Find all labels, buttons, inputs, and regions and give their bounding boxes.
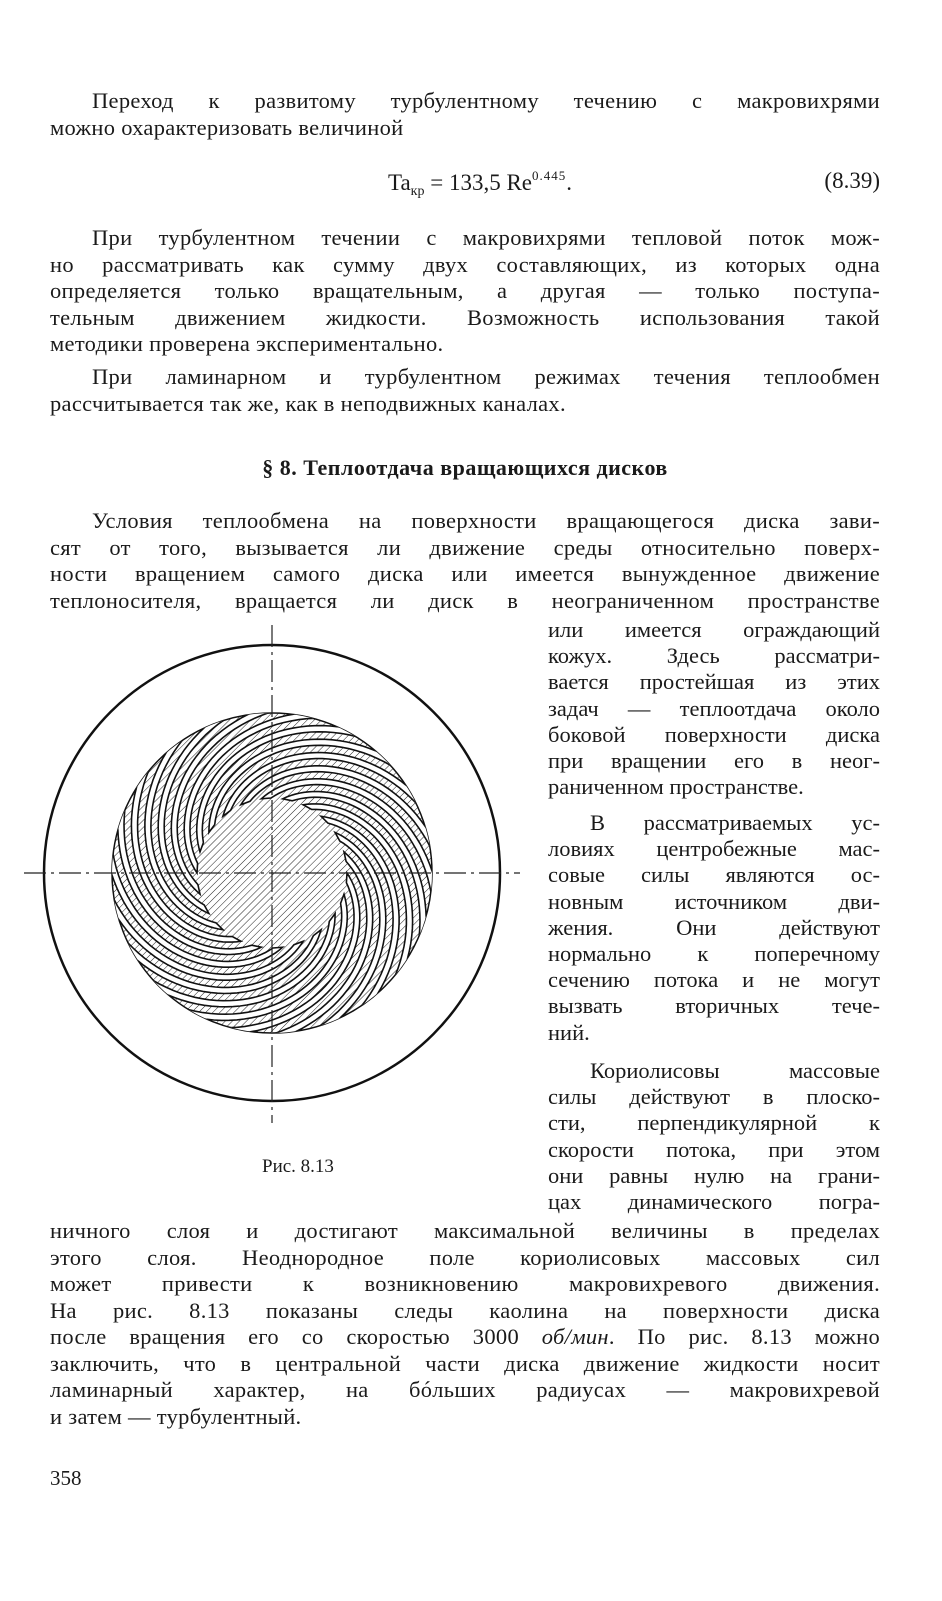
figure-caption: Рис. 8.13 — [262, 1156, 334, 1177]
section-heading: § 8. Теплоотдача вращающихся дисков — [262, 455, 668, 480]
text-line: ламинарный характер, на бóльших радиусах — макровихревой — [50, 1377, 880, 1402]
text-line: При турбулентном течении с макровихрями тепловой поток мож- — [92, 225, 880, 250]
text-line: вается простейшая из этих — [548, 669, 880, 695]
text-line: сечению потока и не могут — [548, 967, 880, 993]
paragraph-laminar — [50, 364, 880, 417]
formula-8-39 — [50, 168, 880, 198]
text-line: задач — теплоотдача около — [548, 695, 880, 721]
text-line: теплоносителя, вращается ли диск в неограниченном пространстве — [50, 587, 880, 613]
text-line: кожух. Здесь рассматри- — [548, 643, 880, 669]
figure-8-13-disk-drawing — [22, 623, 522, 1128]
page-number: 358 — [50, 1466, 82, 1490]
text-line: рассчитывается так же, как в неподвижных каналах. — [50, 390, 566, 416]
text-line: При ламинарном и турбулентном режимах течения теплообмен — [92, 364, 880, 389]
text-line: и затем — турбулентный. — [50, 1403, 302, 1429]
text-line: цах динамического погра- — [548, 1189, 880, 1215]
paragraph-intro — [50, 88, 880, 141]
text-line: можно охарактеризовать величиной — [50, 114, 404, 140]
text-line: ловиях центробежные мас- — [548, 836, 880, 862]
text-line: Кориолисовы массовые — [590, 1058, 880, 1083]
text-line: но рассматривать как сумму двух составляющих, из которых одна — [50, 251, 880, 277]
text-line: этого слоя. Неоднородное поле кориолисовых массовых сил — [50, 1244, 880, 1270]
text-line: На рис. 8.13 показаны следы каолина на поверхности диска — [50, 1297, 880, 1323]
text-line: силы действуют в плоско- — [548, 1084, 880, 1110]
text-line: определяется только вращательным, а другая — только поступа- — [50, 278, 880, 303]
text-line: Переход к развитому турбулентному течению с макровихрями — [92, 88, 880, 113]
text-line: может привести к возникновению макровихревого движения. — [50, 1271, 880, 1296]
text-line: раниченном пространстве. — [548, 774, 804, 800]
text-line: боковой поверхности диска — [548, 721, 880, 747]
text-line: ности вращением самого диска или имеется вынужденное движение — [50, 561, 880, 586]
text-line: или имеется ограждающий — [548, 617, 880, 642]
text-line: при вращении его в неог- — [548, 748, 880, 774]
text-line: В рассматриваемых ус- — [590, 810, 880, 835]
text-line: скорости потока, при этом — [548, 1136, 880, 1162]
text-line: сти, перпендикулярной к — [548, 1110, 880, 1136]
text-line: они равны нулю на грани- — [548, 1162, 880, 1188]
text-line: нормально к поперечному — [548, 941, 880, 967]
text-line: ничного слоя и достигают максимальной величины в пределах — [50, 1218, 880, 1243]
formula-expression: $Ta_{кр} = 133,5$ $Re^{0.445}$. — [388, 168, 572, 199]
paragraph-turbulent — [50, 225, 880, 358]
text-line: ний. — [548, 1019, 590, 1045]
paragraph-coriolis — [50, 1218, 880, 1430]
side-column-3 — [548, 1058, 880, 1215]
equation-number: (8.39) — [824, 168, 880, 193]
text-line: Условия теплообмена на поверхности вращающегося диска зави- — [92, 508, 880, 533]
text-line: заключить, что в центральной части диска движение жидкости носит — [50, 1350, 880, 1376]
text-line: тельным движением жидкости. Возможность использования такой — [50, 304, 880, 330]
text-line: методики проверена экспериментально. — [50, 331, 444, 356]
side-column-1 — [548, 617, 880, 800]
text-line-with-unit: после вращения его со скоростью 3000 об/мин. По рис. 8.13 можно — [50, 1324, 881, 1349]
text-line: сят от того, вызывается ли движение среды относительно поверх- — [50, 534, 880, 560]
text-line: совые силы являются ос- — [548, 862, 880, 888]
text-line: жения. Они действуют — [548, 914, 880, 940]
text-line: новным источником дви- — [548, 888, 880, 914]
side-column-2 — [548, 810, 880, 1046]
paragraph-disk-conditions — [50, 508, 880, 614]
text-line: вызвать вторичных тече- — [548, 993, 880, 1019]
unit-text: об/мин — [541, 1324, 609, 1349]
